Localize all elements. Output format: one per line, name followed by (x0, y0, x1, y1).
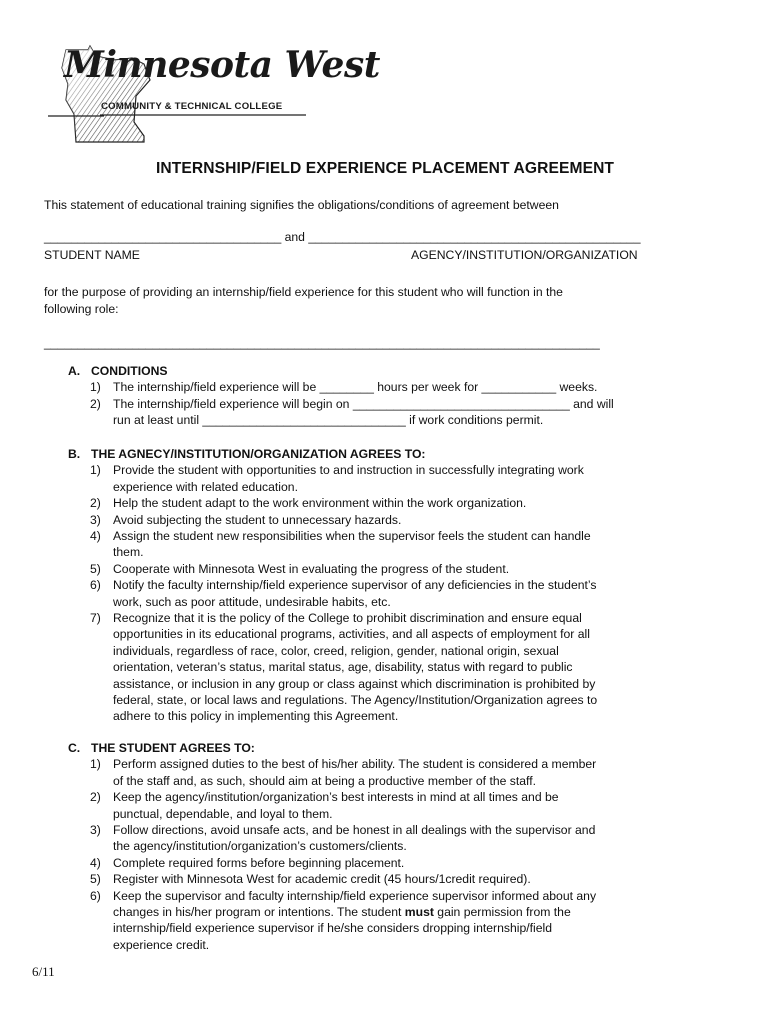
list-item-text: internship/field experience supervisor if he/she considers dropping internship/field (113, 921, 552, 936)
section-a-heading: CONDITIONS (91, 364, 168, 378)
list-item-text: Complete required forms before beginning placement. (113, 855, 405, 870)
logo-subtitle: COMMUNITY & TECHNICAL COLLEGE (101, 101, 283, 112)
student-name-blank[interactable]: ___________________________________ (44, 230, 282, 244)
student-name-label: STUDENT NAME (44, 248, 140, 262)
list-item-text: Follow directions, avoid unsafe acts, and be honest in all dealings with the supervisor and (113, 823, 596, 837)
revision-date: 6/11 (32, 964, 55, 979)
list-item-text: Keep the agency/institution/organization’s best interests in mind at all times and be (113, 790, 559, 805)
list-item-text: individuals, regardless of race, color, creed, religion, gender, national origin, sexual (113, 643, 559, 658)
list-item-text: Register with Minnesota West for academic credit (45 hours/1credit required). (113, 872, 531, 887)
list-item-text: punctual, dependable, and loyal to them. (113, 806, 333, 821)
list-item-number: 3) (90, 823, 101, 837)
list-item-text: Keep the supervisor and faculty internship/field experience supervisor informed about any (113, 888, 597, 903)
list-item-text: work, such as poor attitude, undesirable habits, etc. (113, 594, 391, 609)
list-item-number: 2) (90, 496, 101, 511)
purpose-line-1: for the purpose of providing an internship/field experience for this student who will function in the (44, 285, 563, 299)
list-item-text: orientation, veteran’s status, marital status, age, disability, status with regard to public (113, 660, 573, 675)
list-item-text: changes in his/her program or intentions. The student must gain permission from the (113, 905, 571, 919)
section-c-letter: C. (68, 741, 81, 755)
section-c-heading: THE STUDENT AGREES TO: (91, 741, 255, 755)
agency-label: AGENCY/INSTITUTION/ORGANIZATION (411, 248, 638, 262)
list-item-text: opportunities in its educational programs, activities, and all aspects of employment for all (113, 627, 590, 642)
logo-wordmark: Minnesota West (64, 44, 380, 86)
list-item-number: 3) (90, 512, 101, 527)
list-item-number: 5) (90, 561, 101, 576)
section-b-letter: B. (68, 447, 81, 461)
intro-statement: This statement of educational training signifies the obligations/conditions of agreement between (44, 198, 559, 212)
list-item-text: run at least until ______________________________ if work conditions permit. (113, 413, 544, 428)
list-item-number: 1) (90, 463, 101, 478)
list-item-text: Help the student adapt to the work environment within the work organization. (113, 496, 527, 511)
section-a-letter: A. (68, 364, 81, 378)
list-item-text: federal, state, or local laws and regulations. The Agency/Institution/Organization agrees to (113, 693, 598, 707)
list-item-number: 1) (90, 757, 101, 772)
list-item-text: Assign the student new responsibilities when the supervisor feels the student can handle (113, 529, 591, 543)
list-item-number: 7) (90, 611, 101, 625)
list-item-number: 2) (90, 790, 101, 805)
list-item-number: 2) (90, 396, 101, 411)
emphasis-text: must (404, 905, 434, 919)
list-item-number: 4) (90, 855, 101, 870)
list-item-number: 6) (90, 578, 101, 593)
list-item-text: Provide the student with opportunities to and instruction in successfully integrating work (113, 463, 584, 478)
list-item-text: experience with related education. (113, 479, 298, 494)
signature-line (44, 230, 641, 244)
role-blank[interactable]: __________________________________________________________________________________ (44, 336, 600, 350)
list-item-text: Avoid subjecting the student to unnecessary hazards. (113, 512, 402, 527)
list-item-text: adhere to this policy in implementing this Agreement. (113, 709, 399, 724)
list-item-number: 6) (90, 888, 101, 903)
agency-name-blank[interactable]: _________________________________________________ (308, 230, 641, 244)
list-item-text: experience credit. (113, 937, 210, 952)
section-b-heading: THE AGNECY/INSTITUTION/ORGANIZATION AGREES TO: (91, 447, 426, 461)
list-item-number: 4) (90, 529, 101, 543)
list-item-text: Cooperate with Minnesota West in evaluating the progress of the student. (113, 561, 510, 576)
list-item-text: Recognize that it is the policy of the College to prohibit discrimination and ensure equal (113, 611, 582, 625)
list-item-number: 5) (90, 872, 101, 887)
list-item-text: of the staff and, as such, should aim at being a productive member of the staff. (113, 773, 536, 788)
document-title: INTERNSHIP/FIELD EXPERIENCE PLACEMENT AGREEMENT (155, 160, 615, 177)
list-item-text: assistance, or inclusion in any group or class against which discrimination is prohibited by (113, 676, 596, 691)
list-item-text: Perform assigned duties to the best of his/her ability. The student is considered a member (113, 757, 597, 772)
and-joiner: and (284, 230, 305, 244)
list-item-text: The internship/field experience will be ________ hours per week for ___________ weeks. (113, 380, 598, 395)
list-item-text: the agency/institution/organization’s customers/clients. (113, 839, 407, 854)
list-item-text: The internship/field experience will begin on ________________________________ and will (113, 396, 614, 411)
list-item-number: 1) (90, 380, 101, 395)
purpose-line-2: following role: (44, 302, 119, 316)
list-item-text: them. (113, 545, 144, 560)
list-item-text: Notify the faculty internship/field experience supervisor of any deficiencies in the student’s (113, 578, 597, 593)
